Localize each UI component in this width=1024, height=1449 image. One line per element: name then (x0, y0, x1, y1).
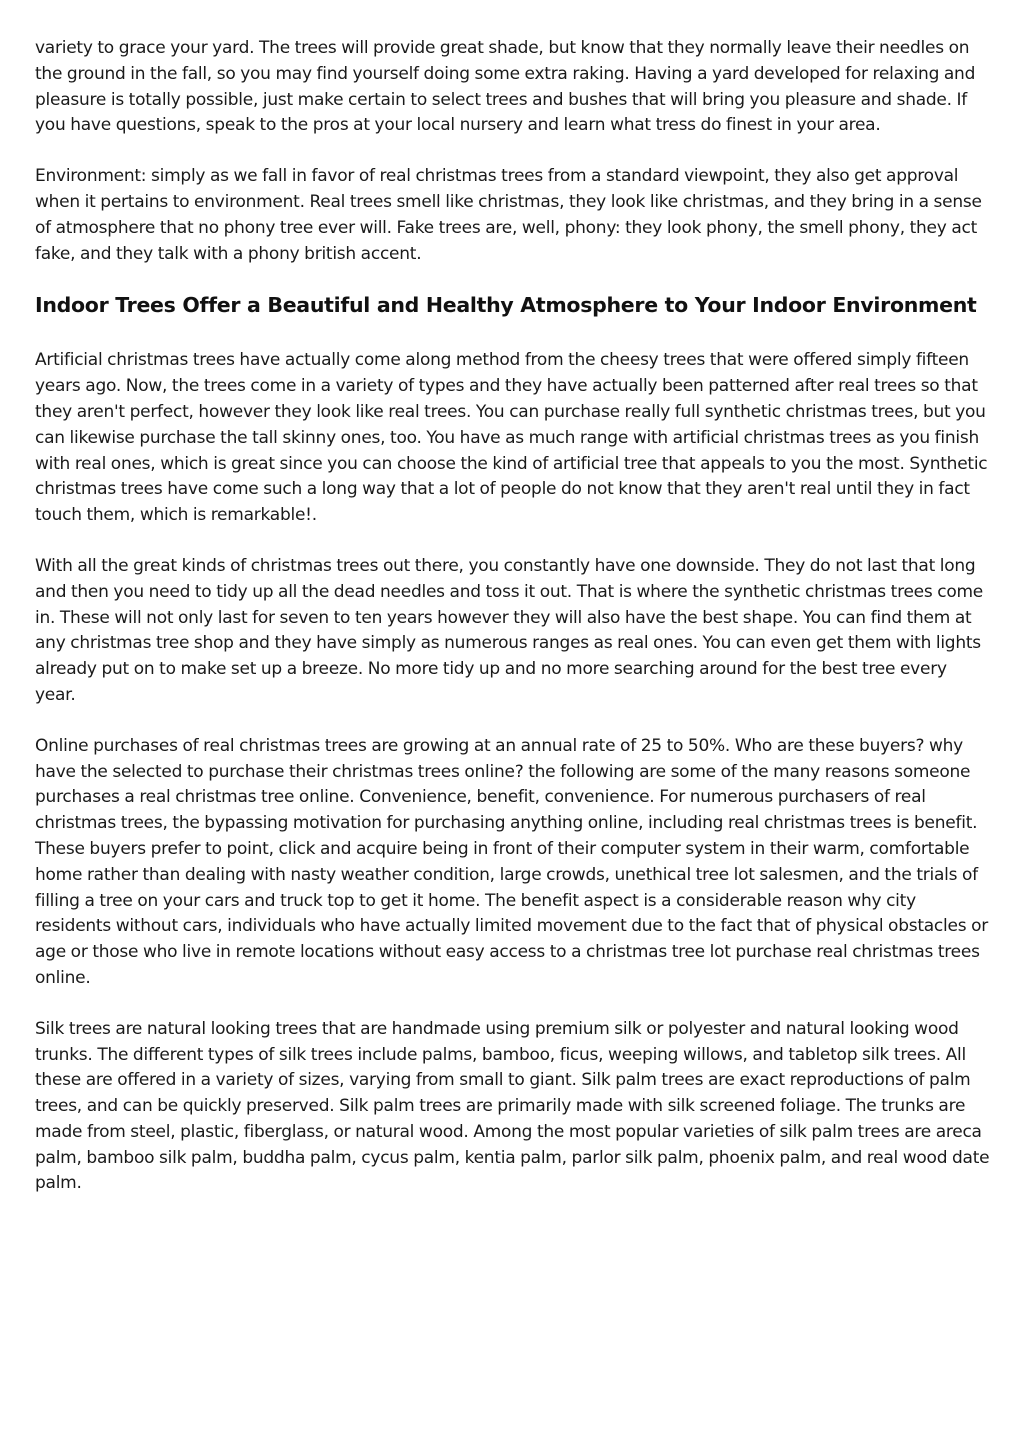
paragraph-environment: Environment: simply as we fall in favor of real christmas trees from a standard viewpoint, they also get approval when it pertains to environment. Real trees smell like christmas, they look like christmas, and they bring in a sense of atmosphere that no phony tree ever will. Fake trees are, well, phony: they look phony, the smell phony, they act fake, and they talk with a phony british accent. (35, 166, 982, 264)
paragraph-yard-trees: variety to grace your yard. The trees will provide great shade, but know that they normally leave their needles on the ground in the fall, so you may find yourself doing some extra raking. Having a yard developed for relaxing and pleasure is totally possible, just make certain to select trees and bushes that will bring you pleasure and shade. If you have questions, speak to the pros at your local nursery and learn what tress do finest in your area. (35, 38, 976, 136)
paragraph-online-purchases: Online purchases of real christmas trees are growing at an annual rate of 25 to 50%. Who are these buyers? why have the selected to purchase their christmas trees online? the following are some of the many reasons someone purchases a real christmas tree online. Convenience, benefit, convenience. For numerous purchasers of real christmas trees, the bypassing motivation for purchasing anything online, including real christmas trees is benefit. These buyers prefer to point, click and acquire being in front of their computer system in their warm, comfortable home rather than dealing with nasty weather condition, large crowds, unethical tree lot salesmen, and the trials of filling a tree on your cars and truck top to get it home. The benefit aspect is a considerable reason why city residents without cars, individuals who have actually limited movement due to the fact that of physical obstacles or age or those who live in remote locations without easy access to a christmas tree lot purchase real christmas trees online. (35, 735, 988, 988)
section-heading: Indoor Trees Offer a Beautiful and Healthy Atmosphere to Your Indoor Environment (35, 293, 977, 318)
paragraph-synthetic-trees: With all the great kinds of christmas trees out there, you constantly have one downside. They do not last that long and then you need to tidy up all the dead needles and toss it out. That is where the synthetic christmas trees come in. These will not only last for seven to ten years however they will also have the best shape. You can find them at any christmas tree shop and they have simply as numerous ranges as real ones. You can even get them with lights already put on to make set up a breeze. No more tidy up and no more searching around for the best tree every year. (35, 555, 983, 705)
paragraph-artificial-trees: Artificial christmas trees have actually come along method from the cheesy trees that were offered simply fifteen years ago. Now, the trees come in a variety of types and they have actually been patterned after real trees so that they aren't perfect, however they look like real trees. You can purchase really full synthetic christmas trees, but you can likewise purchase the tall skinny ones, too. You have as much range with artificial christmas trees as you finish with real ones, which is great since you can choose the kind of artificial tree that appeals to you the most. Synthetic christmas trees have come such a long way that a lot of people do not know that they aren't real until they in fact touch them, which is remarkable!. (35, 350, 988, 526)
paragraph-silk-trees: Silk trees are natural looking trees that are handmade using premium silk or polyester and natural looking wood trunks. The different types of silk trees include palms, bamboo, ficus, weeping willows, and tabletop silk trees. All these are offered in a variety of sizes, varying from small to giant. Silk palm trees are exact reproductions of palm trees, and can be quickly preserved. Silk palm trees are primarily made with silk screened foliage. The trunks are made from steel, plastic, fiberglass, or natural wood. Among the most popular varieties of silk palm trees are areca palm, bamboo silk palm, buddha palm, cycus palm, kentia palm, parlor silk palm, phoenix palm, and real wood date palm. (35, 1018, 990, 1194)
document-page (35, 36, 991, 1222)
